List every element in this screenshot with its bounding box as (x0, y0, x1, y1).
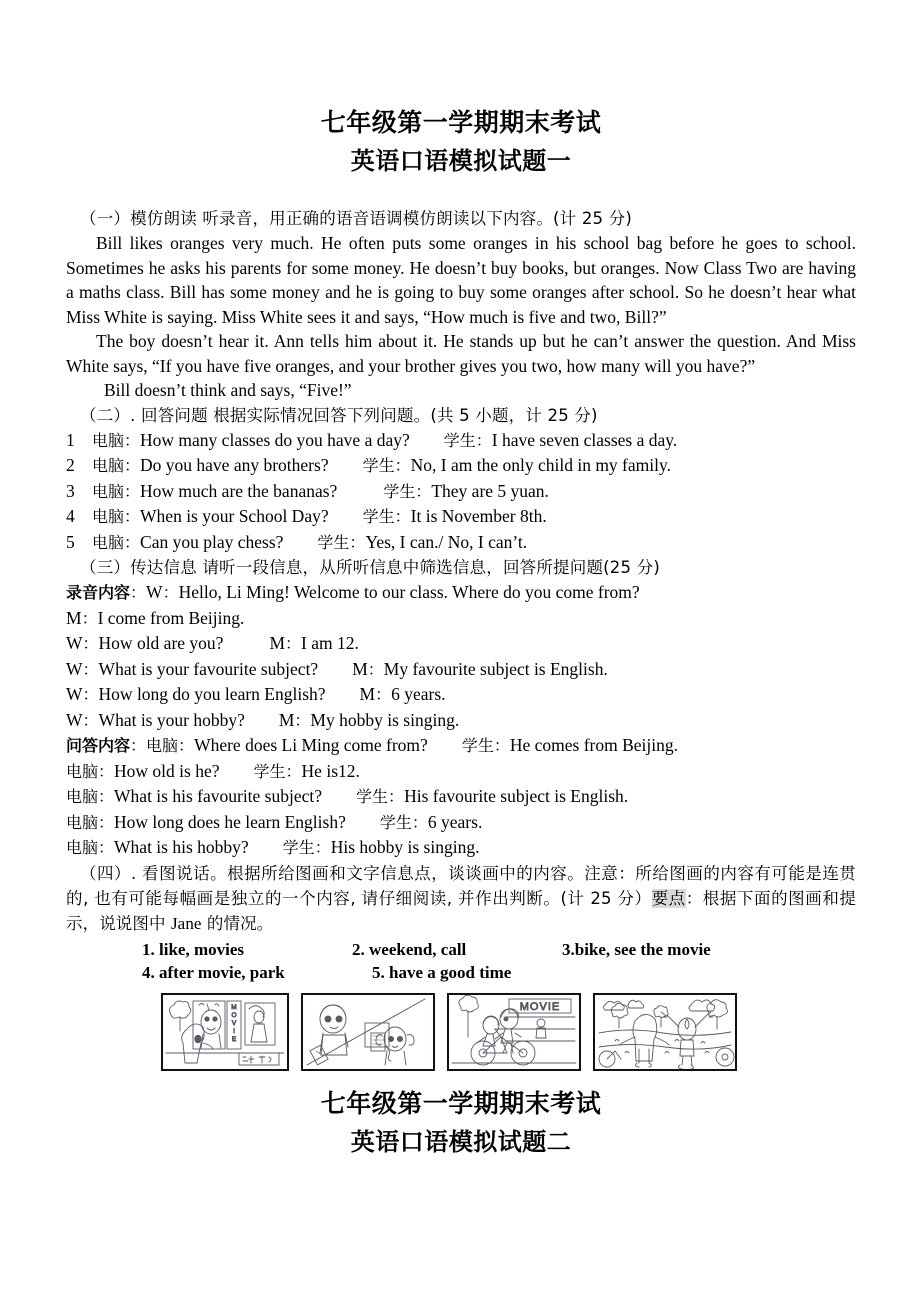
qa-question: What is his hobby? (114, 837, 249, 857)
speaker-m-label: M (269, 633, 286, 653)
recording-text: What is your favourite subject? (98, 658, 319, 679)
speaker-computer-label: 电脑 (66, 812, 99, 832)
keypoint-subject-name: Jane (170, 913, 202, 933)
svg-text:MOVIE: MOVIE (519, 1000, 561, 1013)
hint-row-bottom (66, 961, 856, 984)
colon: ： (685, 888, 703, 908)
picture-panel-2 (301, 993, 435, 1071)
colon: ： (375, 685, 392, 704)
qa-content-label: 问答内容 (66, 736, 131, 755)
colon: ： (394, 507, 411, 526)
bottom-title-line1: 七年级第一学期期末考试 (320, 1088, 602, 1118)
speaker-student-label: 学生 (356, 787, 389, 806)
qa-row (66, 453, 856, 479)
speaker-student-label: 学生 (362, 456, 395, 475)
section-four-instructions: （四）. 看图说话。根据所给图画和文字信息点，谈谈画中的内容。注意：所给图画的内容有可能是连贯的, 也有可能每幅画是独立的一个内容, 请仔细阅读, 并作出判断。(计 25 分） (66, 863, 856, 908)
speaker-student-label: 学生 (379, 812, 412, 832)
movie-poster-scene-drawing (163, 995, 287, 1069)
speaker-computer-label: 电脑 (66, 761, 99, 781)
colon: ： (178, 736, 195, 755)
speaker-student-label: 学生 (282, 838, 315, 857)
picture-panel-3 (447, 993, 581, 1071)
qa-question: What is his favourite subject? (114, 786, 323, 806)
section-one-paragraph-3: Bill doesn’t think and says, “Five!” (104, 380, 352, 400)
qa-question: How long does he learn English? (114, 811, 346, 832)
keypoint-label: 要点 (651, 888, 686, 908)
colon: ： (285, 634, 302, 653)
speaker-w-label: W (66, 658, 83, 679)
qa-answer: Yes, I can./ No, I can’t. (365, 531, 528, 552)
colon: ： (294, 710, 311, 730)
picture-panel-1 (161, 993, 289, 1071)
colon: ： (98, 838, 115, 857)
recording-text: My favourite subject is English. (383, 658, 608, 679)
section-one-paragraph-1: Bill likes oranges very much. He often puts some oranges in his school bag before he goes to school. Sometimes he asks his parents for some money. He doesn’t buy books, but oranges. Now Class Two are having a maths class. Bill has some money and he is going to buy some oranges after school. So he doesn’t hear what Miss White is saying. Miss White sees it and says, “How much is five and two, Bill?” (66, 233, 856, 327)
qa-question: Where does Li Ming come from? (194, 735, 428, 755)
speaker-computer-label: 电脑 (146, 736, 179, 755)
qa-row (66, 428, 856, 454)
svg-text:I: I (233, 1027, 235, 1035)
colon: ： (124, 481, 141, 501)
colon: ： (82, 634, 99, 653)
colon: ： (124, 430, 141, 450)
qa-answer: They are 5 yuan. (431, 480, 549, 501)
colon: ： (367, 659, 384, 679)
recording-text: I come from Beijing. (97, 607, 245, 628)
colon: ： (124, 532, 141, 552)
qa-content-line (66, 835, 856, 861)
qa-question: How many classes do you have a day? (140, 429, 410, 450)
speaker-student-label: 学生 (383, 481, 416, 501)
hint-row-top (66, 938, 856, 961)
qa-question: How old is he? (114, 760, 220, 781)
document-content (66, 104, 856, 1161)
title-spacer (66, 180, 856, 206)
qa-question: When is your School Day? (140, 506, 329, 526)
qa-content-line (66, 759, 856, 785)
colon: ： (388, 787, 405, 806)
speaker-m-label: M (66, 607, 82, 628)
qa-row (66, 479, 856, 505)
qa-question: Do you have any brothers? (140, 455, 329, 475)
hint-item-3: 3.bike, see the movie (562, 939, 711, 959)
section-one-paragraph-2: The boy doesn’t hear it. Ann tells him about it. He stands up but he can’t answer the question. And Miss White says, “If you have five oranges, and your brother gives you two, how many will you have?” (66, 331, 856, 376)
speaker-computer-label: 电脑 (66, 838, 99, 857)
qa-number: 2 (66, 455, 75, 475)
qa-answer: 6 years. (427, 811, 483, 832)
page-title-line1: 七年级第一学期期末考试 (320, 108, 602, 137)
page-title-line2: 英语口语模拟试题一 (350, 147, 572, 175)
qa-content-line (66, 733, 856, 759)
recording-text: How long do you learn English? (98, 684, 326, 704)
speaker-computer-label: 电脑 (92, 481, 125, 501)
bottom-title-block (66, 1085, 856, 1161)
recording-text: What is your hobby? (98, 709, 245, 730)
keypoint-text-before: 根据下面的图画和提示，说说图中 (66, 888, 856, 933)
svg-text:V: V (231, 1019, 237, 1027)
speaker-student-label: 学生 (461, 736, 494, 755)
colon: ： (411, 812, 428, 832)
colon: ： (98, 812, 115, 832)
colon: ： (82, 685, 99, 704)
bottom-title-line2: 英语口语模拟试题二 (350, 1127, 572, 1156)
recording-text: My hobby is singing. (310, 709, 460, 730)
speaker-w-label: W (66, 684, 83, 704)
park-after-movie-scene-drawing (595, 995, 735, 1069)
recording-line (66, 580, 856, 606)
colon: ： (124, 456, 141, 475)
colon: ： (415, 481, 432, 501)
speaker-m-label: M (359, 684, 376, 704)
speaker-student-label: 学生 (443, 430, 476, 450)
qa-answer: I have seven classes a day. (491, 429, 678, 450)
picture-strip (66, 993, 856, 1071)
colon: ： (98, 787, 115, 806)
document-title-block (66, 104, 856, 180)
qa-answer: He is12. (301, 760, 360, 781)
colon: ： (130, 583, 147, 602)
recording-line (66, 606, 856, 632)
colon: ： (130, 736, 147, 755)
hint-item-1: 1. like, movies (142, 939, 244, 959)
bike-riding-scene-drawing (449, 995, 579, 1069)
section-two-heading: （二）. 回答问题 根据实际情况回答下列问题。(共 5 小题，计 25 分) (80, 405, 598, 425)
speaker-w-label: W (66, 709, 83, 730)
hint-item-4: 4. after movie, park (142, 962, 285, 982)
hint-item-5: 5. have a good time (372, 962, 512, 982)
speaker-computer-label: 电脑 (92, 456, 125, 475)
colon: ： (394, 456, 411, 475)
recording-content-label: 录音内容 (66, 583, 131, 602)
qa-answer: No, I am the only child in my family. (410, 455, 671, 475)
qa-number: 1 (66, 429, 75, 450)
qa-question: Can you play chess? (140, 531, 284, 552)
svg-text:M: M (231, 1003, 237, 1011)
recording-text: I am 12. (301, 633, 359, 653)
speaker-w-label: W (146, 582, 163, 602)
recording-line (66, 682, 856, 708)
colon: ： (475, 430, 492, 450)
colon: ： (162, 583, 179, 602)
colon: ： (82, 659, 99, 679)
recording-text: How old are you? (98, 633, 224, 653)
speaker-student-label: 学生 (253, 761, 286, 781)
qa-answer: His hobby is singing. (330, 837, 480, 857)
qa-number: 3 (66, 480, 75, 501)
qa-question: How much are the bananas? (140, 480, 338, 501)
section-one-heading: （一）模仿朗读 听录音，用正确的语音语调模仿朗读以下内容。(计 25 分) (80, 209, 633, 228)
svg-text:E: E (231, 1035, 237, 1043)
recording-line (66, 631, 856, 657)
colon: ： (124, 507, 141, 526)
section-four-heading (66, 861, 856, 936)
speaker-computer-label: 电脑 (92, 507, 125, 526)
recording-text: 6 years. (391, 684, 446, 704)
keypoint-text-after: 的情况。 (201, 913, 274, 933)
speaker-w-label: W (66, 633, 83, 653)
qa-number: 4 (66, 506, 75, 526)
qa-answer: It is November 8th. (410, 506, 547, 526)
colon: ： (81, 608, 98, 628)
speaker-computer-label: 电脑 (92, 532, 125, 552)
recording-text: Hello, Li Ming! Welcome to our class. Where do you come from? (178, 582, 640, 602)
phone-call-scene-drawing (303, 995, 433, 1069)
section-three-heading: （三）传达信息 请听一段信息，从所听信息中筛选信息，回答所提问题(25 分) (80, 558, 660, 577)
speaker-computer-label: 电脑 (66, 787, 99, 806)
colon: ： (285, 761, 302, 781)
speaker-computer-label: 电脑 (92, 430, 125, 450)
qa-row (66, 530, 856, 556)
hint-list (66, 938, 856, 984)
hint-item-2: 2. weekend, call (352, 939, 467, 959)
picture-panel-4 (593, 993, 737, 1071)
speaker-student-label: 学生 (317, 532, 350, 552)
qa-answer: He comes from Beijing. (509, 735, 678, 755)
colon: ： (98, 761, 115, 781)
colon: ： (349, 532, 366, 552)
colon: ： (82, 710, 99, 730)
qa-answer: His favourite subject is English. (404, 786, 629, 806)
qa-number: 5 (66, 531, 75, 552)
qa-content-line (66, 810, 856, 836)
recording-line (66, 657, 856, 683)
colon: ： (314, 838, 331, 857)
speaker-m-label: M (352, 658, 368, 679)
qa-content-line (66, 784, 856, 810)
qa-row (66, 504, 856, 530)
speaker-student-label: 学生 (362, 507, 395, 526)
colon: ： (493, 736, 510, 755)
speaker-m-label: M (278, 709, 295, 730)
svg-text:O: O (231, 1011, 237, 1019)
recording-line (66, 708, 856, 734)
